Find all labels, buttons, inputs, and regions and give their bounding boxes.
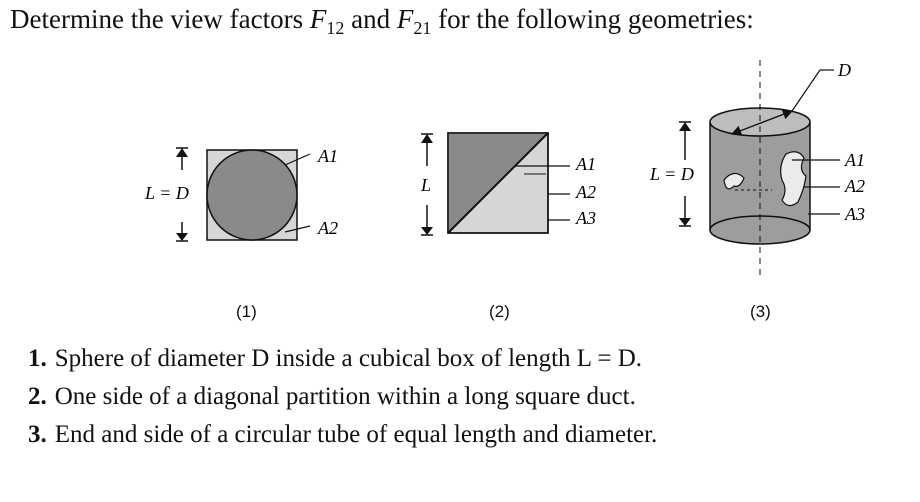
fig3-dim-label: L = D [650,164,694,184]
figure-1 [144,146,338,241]
figure-3 [649,60,865,280]
problem-item-2: 2. One side of a diagonal partition within a long square duct. [28,383,636,410]
fig1-dim-label: L = D [145,183,189,203]
fig3-d-label: D [838,60,851,80]
fig2-a3-label: A3 [576,208,596,228]
page-title: Determine the view factors $F_{12}$ and $F_{21}$ for the following geometries: [10,4,754,38]
fig2-number: (2) [489,302,510,321]
problem-list [28,340,657,454]
problem-item-3: 3. End and side of a circular tube of equal length and diameter. [28,421,658,448]
fig3-a1-label: A1 [845,150,865,170]
fig3-a3-label: A3 [845,204,865,224]
sphere [207,150,297,240]
figure-2 [420,133,596,235]
fig1-a2-label: A2 [318,218,338,238]
fig1-a1-label: A1 [318,146,338,166]
fig2-a1-label: A1 [576,154,596,174]
fig2-a2-label: A2 [576,182,596,202]
fig2-dim-label: L [421,175,432,195]
fig3-a2-label: A2 [845,176,865,196]
fig1-number: (1) [236,302,257,321]
fig3-number: (3) [750,302,771,321]
problem-item-1: 1. Sphere of diameter D inside a cubical box of length L = D. [28,345,643,372]
